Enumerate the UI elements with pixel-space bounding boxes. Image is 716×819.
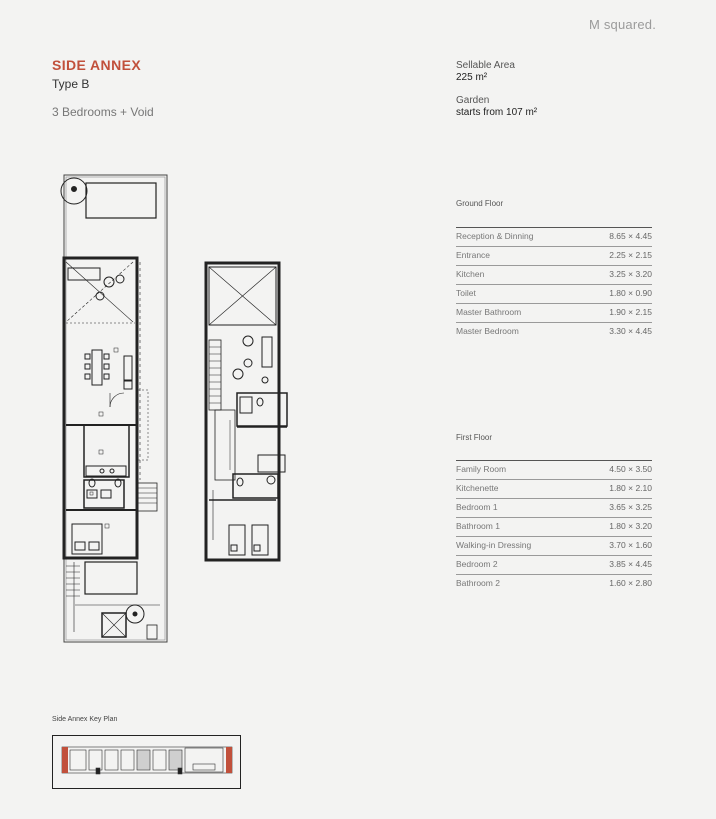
brand-name: M [589,17,601,32]
room-dims: 4.50 × 3.50 [609,464,652,474]
room-dims: 1.60 × 2.80 [609,578,652,588]
room-name: Bathroom 1 [456,521,500,531]
room-dims: 8.65 × 4.45 [609,231,652,241]
room-dims: 1.80 × 0.90 [609,288,652,298]
ground-floor-plan [61,175,167,642]
room-name: Kitchen [456,269,485,279]
room-name: Kitchenette [456,483,499,493]
ground-floor-heading: Ground Floor [456,199,504,208]
room-name: Bedroom 1 [456,502,498,512]
room-name: Reception & Dinning [456,231,534,241]
room-dims: 3.30 × 4.45 [609,326,652,336]
room-name: Entrance [456,250,491,260]
room-name: Bedroom 2 [456,559,498,569]
area-label: Sellable Area [456,60,515,71]
garden-value: starts from 107 m² [456,107,538,118]
room-dims: 1.80 × 2.10 [609,483,652,493]
bedroom-count: 3 Bedrooms + Void [52,105,154,119]
room-dims: 3.25 × 3.20 [609,269,652,279]
unit-type: Type B [52,77,90,91]
room-dims: 3.85 × 4.45 [609,559,652,569]
room-name: Master Bedroom [456,326,519,336]
first-floor-plan [206,263,287,560]
room-dims: 2.25 × 2.15 [609,250,652,260]
brand-suffix: squared. [603,17,657,32]
room-dims: 3.70 × 1.60 [609,540,652,550]
garden-label: Garden [456,95,490,106]
room-name: Bathroom 2 [456,578,500,588]
key-plan-frame [52,735,241,789]
room-name: Family Room [456,464,507,474]
room-dims: 1.80 × 3.20 [609,521,652,531]
page-title: SIDE ANNEX [52,57,142,73]
room-dims: 1.90 × 2.15 [609,307,652,317]
room-name: Toilet [456,288,476,298]
room-dims: 3.65 × 3.25 [609,502,652,512]
first-floor-heading: First Floor [456,433,492,442]
area-value: 225 m² [456,72,488,83]
room-name: Walking-in Dressing [456,540,532,550]
room-name: Master Bathroom [456,307,522,317]
key-plan-label: Side Annex Key Plan [52,716,118,723]
